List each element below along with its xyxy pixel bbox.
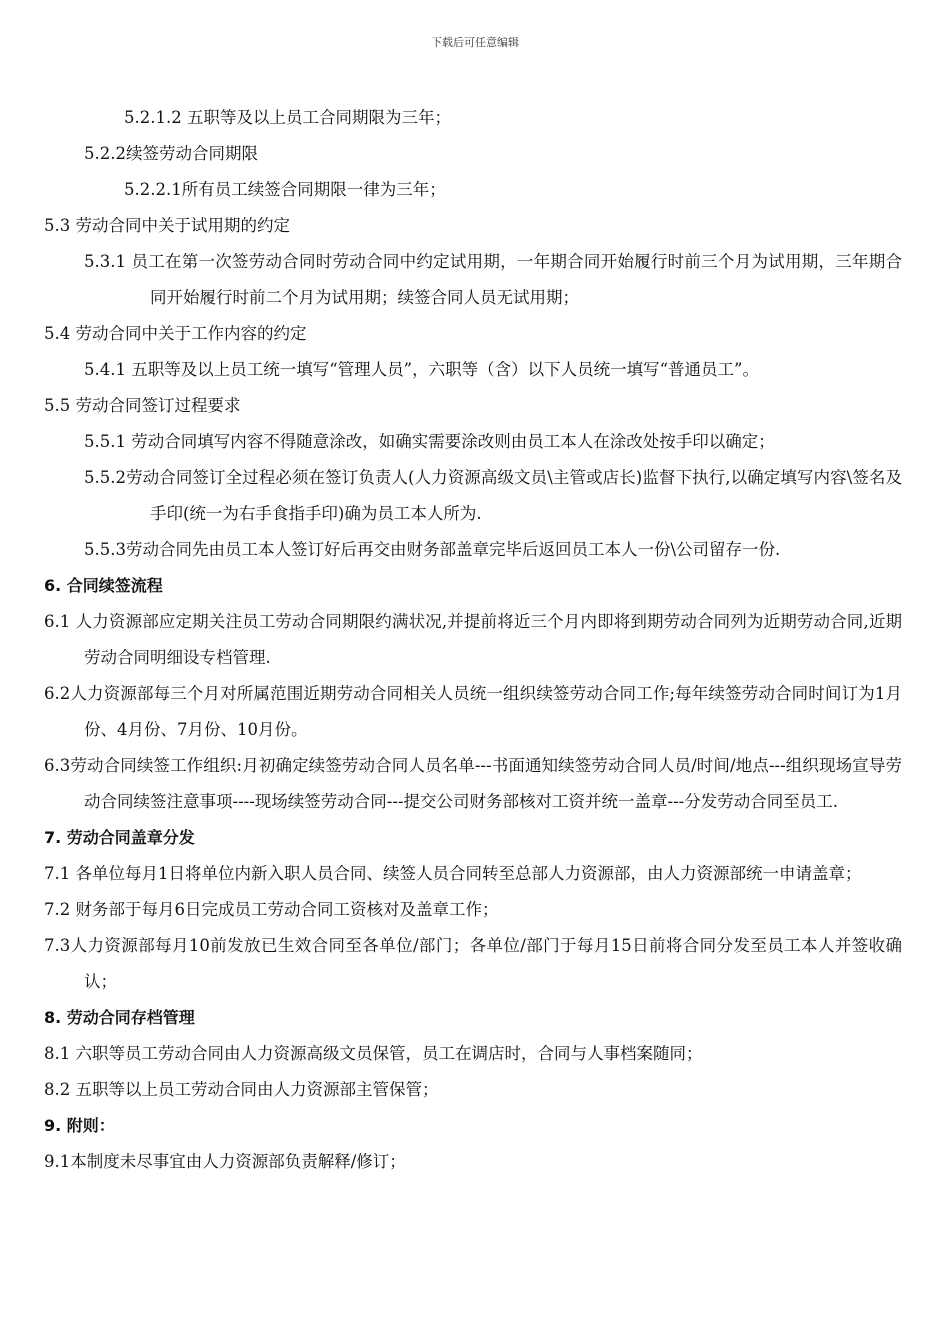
- clause-5-4-1: 5.4.1 五职等及以上员工统一填写“管理人员”，六职等（含）以下人员统一填写“普通员工”。: [84, 360, 759, 379]
- section-heading-9: 9. 附则：: [44, 1116, 115, 1135]
- clause-8-2: 8.2 五职等以上员工劳动合同由人力资源部主管保管；: [44, 1080, 439, 1099]
- clause-8-1: 8.1 六职等员工劳动合同由人力资源高级文员保管，员工在调店时，合同与人事档案随同；: [44, 1044, 703, 1063]
- clause-5-5-1: 5.5.1 劳动合同填写内容不得随意涂改，如确实需要涂改则由员工本人在涂改处按手印以确定；: [84, 432, 775, 451]
- clause-5-5-2: 5.5.2劳动合同签订全过程必须在签订负责人(人力资源高级文员\主管或店长)监督下执行,以确定填写内容\签名及手印(统一为右手食指手印)确为员工本人所为.: [84, 468, 902, 523]
- page-header-note: 下载后可任意编辑: [431, 36, 519, 49]
- clause-7-1: 7.1 各单位每月1日将单位内新入职人员合同、续签人员合同转至总部人力资源部，由人力资源部统一申请盖章；: [44, 864, 862, 883]
- document-body: [44, 100, 902, 1180]
- clause-9-1: 9.1本制度未尽事宜由人力资源部负责解释/修订；: [44, 1152, 406, 1171]
- clause-5-2-2: 5.2.2续签劳动合同期限: [84, 144, 258, 163]
- clause-7-2: 7.2 财务部于每月6日完成员工劳动合同工资核对及盖章工作；: [44, 900, 499, 919]
- clause-5-3: 5.3 劳动合同中关于试用期的约定: [44, 216, 290, 235]
- section-heading-6: 6. 合同续签流程: [44, 576, 163, 595]
- clause-5-2-2-1: 5.2.2.1所有员工续签合同期限一律为三年；: [124, 180, 446, 199]
- clause-5-5-3: 5.5.3劳动合同先由员工本人签订好后再交由财务部盖章完毕后返回员工本人一份\公司留存一份.: [84, 540, 781, 559]
- clause-5-5: 5.5 劳动合同签订过程要求: [44, 396, 241, 415]
- section-heading-8: 8. 劳动合同存档管理: [44, 1008, 195, 1027]
- clause-6-2: 6.2人力资源部每三个月对所属范围近期劳动合同相关人员统一组织续签劳动合同工作;每年续签劳动合同时间订为1月份、4月份、7月份、10月份。: [44, 684, 902, 739]
- clause-5-3-1: 5.3.1 员工在第一次签劳动合同时劳动合同中约定试用期，一年期合同开始履行时前三个月为试用期，三年期合同开始履行时前二个月为试用期；续签合同人员无试用期；: [84, 252, 902, 307]
- clause-7-3: 7.3人力资源部每月10前发放已生效合同至各单位/部门；各单位/部门于每月15日前将合同分发至员工本人并签收确认；: [44, 936, 902, 991]
- section-heading-7: 7. 劳动合同盖章分发: [44, 828, 195, 847]
- clause-6-3: 6.3劳动合同续签工作组织:月初确定续签劳动合同人员名单---书面通知续签劳动合同人员/时间/地点---组织现场宣导劳动合同续签注意事项----现场续签劳动合同---提交公司财务部核对工资并统一盖章---分发劳动合同至员工.: [44, 756, 902, 811]
- clause-5-2-1-2: 5.2.1.2 五职等及以上员工合同期限为三年；: [124, 108, 451, 127]
- clause-5-4: 5.4 劳动合同中关于工作内容的约定: [44, 324, 307, 343]
- clause-6-1: 6.1 人力资源部应定期关注员工劳动合同期限约满状况,并提前将近三个月内即将到期劳动合同列为近期劳动合同,近期劳动合同明细设专档管理.: [44, 612, 902, 667]
